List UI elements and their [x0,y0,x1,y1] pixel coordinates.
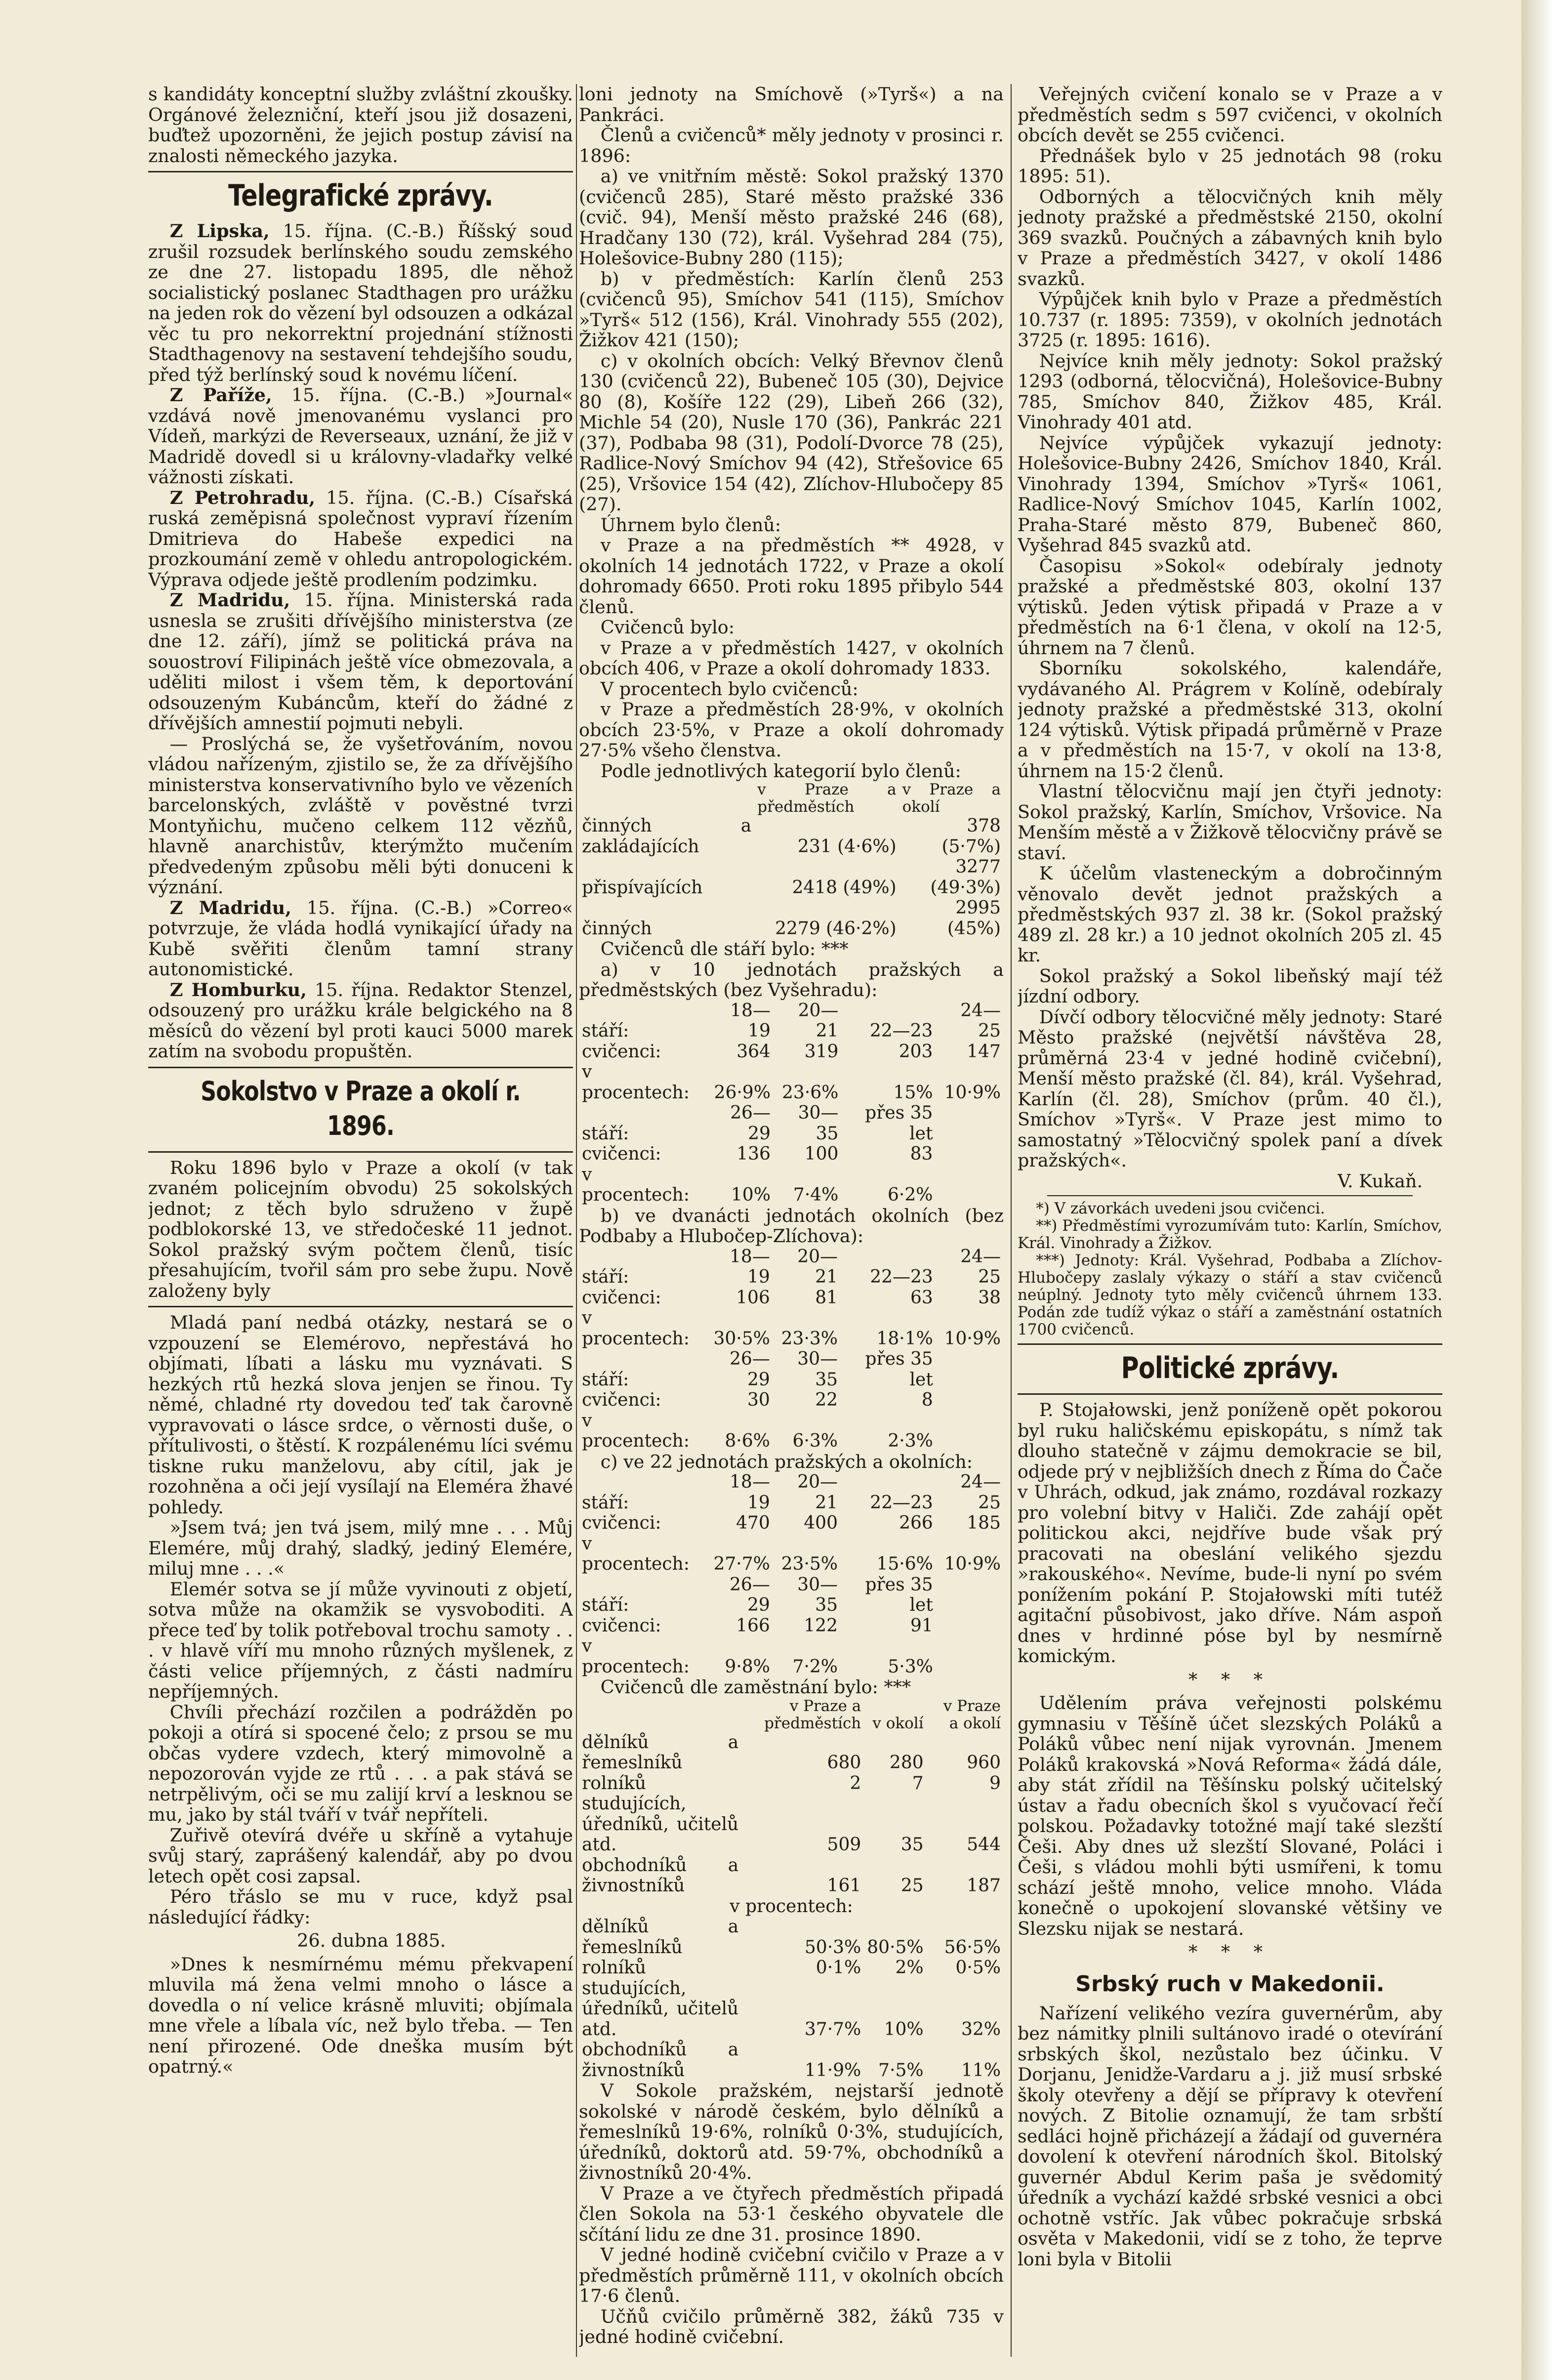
column-rule [576,84,577,2357]
story-paragraph: Chvíli přechází rozčilen a podrážděn po pokoji a otírá si spocené čelo; z prsou se mu občas vydere vzdech, který mimovolně a nepozorován vyjde ze rtů . . . a pak stává se netrpělivým, oči se mu zalijí krví a lesknou se mu, jako by stál tváří v tvář nepříteli. [148,1701,573,1825]
table-cell: 30—35 [798,1103,839,1144]
asterism: * * * [1188,1669,1271,1690]
table-cell: 0·1% [816,1958,861,1978]
table-cell: 27·7% [713,1554,770,1574]
table-cell: 81 [815,1287,838,1308]
table-cell: 18·1% [876,1328,933,1349]
table-row [579,1575,1004,1616]
paragraph: Časopisu »Sokol« odebíraly jednoty pražské a předměstské 803, okolní 137 výtisků. Jeden výtisk připadá v Praze a v předměstích na 6·1 člena, v okolí na 12·5, úhrnem na 7 členů. [1018,555,1442,659]
table-cell: 63 [910,1287,933,1308]
feuilleton-divider [148,1306,573,1307]
item-text: — Proslýchá se, že vyšetřováním, novou vládou nařízeným, zjistilo se, že za dřívějšího ministerstva konservativního bylo ve vězeních barcelonských, zvláště v pověstné tvrzi Montyňichu, mučeno celkem 112 vězňů, hlavně anarchistův, kterýmžto mučením předvedeným způsobu měli býti donuceni k význání. [148,733,573,898]
paragraph: v Praze a na předměstích ** 4928, v okolních 14 jednotách 1722, v Praze a okolí dohromady 6650. Proti roku 1895 přibylo 544 členů. [579,535,1004,618]
table-cell: přes 35 let [865,1103,933,1144]
page-edge-shadow [1521,0,1553,2380]
table-cell: 319 [804,1041,839,1062]
paragraph: V Sokole pražském, nejstarší jednotě sokolské v národě českém, bylo dělníků a řemeslníků 19·6%, rolníků 0·3%, studujících, úředníků, doktorů atd. 59·7%, obchodníků a živnostníků 20·4%. [579,2080,1004,2183]
table-row [579,1103,1004,1144]
table-cell: 23·3% [781,1328,838,1349]
table-cell: 30—35 [797,1574,838,1615]
dateline: Z Madridu, [169,897,292,919]
story-paragraph: Mladá paní nedbá otázky, nestará se o vzpouzení se Elemérovo, nepřestává ho objímati, líbati a lásku mu vyznávati. S hezkých rtů hezká slova jenjen se řinou. Ty němé, chladné rty dovedou teď tak čarovně vypravovati o lásce srdce, o věrnosti duše, o přítulivosti, o štěstí. K rozpálenému líci svému tiskne ruku manželovu, aby cítil, jak je rozohněna a oči její vysílají na Eleméra žhavé pohledy. [148,1312,573,1518]
paragraph: Sborníku sokolského, kalendáře, vydávaného Al. Prágrem v Kolíně, odebíraly jednoty pražské a předměstské 313, okolní 124 výtisků. Výtisk připadá průměrně v Praze a v předměstích na 15·7, v okolí na 13·8, úhrnem na 15·2 členů. [1018,658,1442,782]
row-label: dělníků a řemeslníků [582,1917,739,1958]
table-cell: 2 [850,1773,861,1794]
row-label: stáří: [582,1492,629,1513]
table-row [579,1144,1004,1165]
divider [148,1151,573,1153]
row-label: stáří: [582,1021,629,1041]
table-cell: 91 [910,1615,933,1636]
table-cell: 280 [889,1753,924,1773]
table-row [579,1042,1004,1062]
sokol-intro: Roku 1896 bylo v Praze a okolí (v tak zvaném policejním obvodu) 25 sokolských jednot; z těch bylo sdruženo v župě podblokorské 13, ve středočeské 11 jednot. Sokol pražský svým počtem členů, tisíc přesahujícím, tvořil sám pro sebe župu. Nově založeny byly [148,1157,573,1301]
row-label: cvičenci: [582,1287,661,1308]
table-cell: 106 [736,1287,770,1308]
paragraph: Sokol pražský a Sokol libeňský mají též jízdní odbory. [1018,965,1442,1007]
table-cell: 9 [989,1773,1001,1794]
row-label: v procentech: [730,1896,853,1917]
table-cell: 5·3% [888,1656,933,1677]
telegraph-item [148,221,573,385]
row-label: cvičenci: [582,1390,661,1410]
paragraph: Dívčí odbory tělocvičné měly jednoty: Staré Město pražské (největší návštěva 28, průměrná 23·4 v jedné hodině cvičební), Menší město pražské (čl. 84), král. Vyšehrad, Karlín (čl. 28), Smíchov (prům. 40 čl.), Smíchov »Tyrš«. V Praze jest mimo to samostatný »Tělocvičný spolek paní a dívek pražských«. [1018,1006,1442,1171]
politics-heading: Politické zprávy. [1121,1351,1339,1385]
table-header-cell: v Praze a předměstích [764,1697,861,1732]
table-cell: 10·9% [944,1554,1001,1574]
table-cell: 231 (4·6%) [797,836,897,857]
paragraph: Nejvíce výpůjček vykazují jednoty: Holešovice-Bubny 2426, Smíchov 1840, Král. Vinohrady 1394, Smíchov »Tyrš« 1061, Radlice-Nový Smíchov 1045, Karlín 1002, Praha-Staré město 879, Bubeneč 860, Vyšehrad 845 svazků atd. [1018,432,1442,556]
table-cell: 9·8% [725,1656,770,1677]
row-label: stáří: [582,1595,629,1615]
row-label: v procentech: [582,1533,690,1574]
table-cell: 15% [893,1082,933,1103]
row-label: obchodníků a živnostníků [582,2040,739,2081]
table-cell: 147 [967,1041,1001,1062]
dateline: Z Homburku, [169,979,307,1001]
intro-tail: s kandidáty konceptní služby zvláštní zkoušky. Orgánové železniční, kteří jsou již dosazeni, buďtež upozorněni, že jejich postup závisí na znalosti německého jazyka. [148,84,573,167]
table-row [579,1978,1004,2040]
divider [1047,1195,1413,1196]
table-cell: 378 (5·7%) [941,816,1001,857]
table-cell: 22 [815,1390,838,1410]
table-cell: 10·9% [944,1328,1001,1349]
age-table-c [579,1472,1004,1677]
row-label: v procentech: [582,1410,690,1451]
table-cell: 8·6% [725,1431,770,1451]
telegraph-item [148,385,573,488]
column-right [1018,84,1442,2362]
table-row [579,1773,1004,1794]
table-cell: 364 [736,1041,771,1062]
row-label: stáří: [582,1369,629,1390]
row-label: rolníků [582,1958,647,1978]
table-cell: 38 [978,1287,1001,1308]
row-label: rolníků [582,1773,647,1794]
table-row [579,1001,1004,1042]
telegraph-items [148,221,573,1062]
divider [1018,1343,1442,1345]
sokol-heading: Sokolstvo v Praze a okolí r. 1896. [201,1075,521,1141]
table-cell: 20—21 [798,1000,839,1041]
paragraph: Cvičenců dle stáří bylo: *** [600,938,849,960]
telegraph-item [148,898,573,980]
row-label: činných a zakládajících [582,816,752,857]
paragraph: b) v předměstích: Karlín členů 253 (cvičenců 95), Smíchov 541 (115), Smíchov »Tyrš« 512 (156), Král. Vinohrady 555 (202), Žižkov 421 (150); [579,268,1004,351]
paragraph: loni jednoty na Smíchově (»Tyrš«) a na Pankráci. [579,84,1004,125]
telegraph-item [148,734,573,898]
table-row [579,1062,1004,1103]
table-row [579,1472,1004,1513]
table-cell: 23·5% [781,1554,838,1574]
paragraph: Cvičenců bylo: [600,617,735,638]
paragraph: b) ve dvanácti jednotách okolních (bez Podbaby a Hlubočep-Zlíchova): [579,1205,1004,1247]
paragraph: V Praze a ve čtyřech předměstích připadá člen Sokola na 53·1 českého obyvatele dle sčítání lidu ze dne 31. prosince 1890. [579,2182,1004,2245]
table-cell: 10% [731,1185,771,1205]
table-cell [936,1144,1004,1165]
table-cell: 10·9% [944,1082,1001,1103]
serbia-heading: Srbský ruch v Makedonii. [1075,1971,1385,1997]
table-header-row [579,781,1004,816]
table-cell: 24—25 [960,1246,1001,1287]
table-header-row [579,1698,1004,1732]
table-cell: 11·9% [804,2060,861,2081]
item-text: 15. října. (C.-B.) »Correo« potvrzuje, že vláda hodlá vynikající úřady na Kubě svěřiti členům tamní strany autonomistické. [148,897,573,980]
table-row [579,1308,1004,1349]
paragraph: V procentech bylo cvičenců: [600,678,858,700]
paragraph: Přednášek bylo v 25 jednotách 98 (roku 1895: 51). [1018,145,1442,187]
paragraph: Nejvíce knih měly jednoty: Sokol pražský 1293 (odborná, tělocvičná), Holešovice-Bubny 785, Smíchov 840, Žižkov 485, Král. Vinohrady 401 atd. [1018,350,1442,433]
dateline: Z Lipska, [169,220,270,242]
row-label: stáří: [582,1267,629,1287]
table-cell: 7·2% [792,1656,838,1677]
table-cell: 203 [899,1041,933,1062]
table-cell: 35 [900,1835,924,1855]
table-cell: 30·5% [713,1328,770,1349]
table-row [579,816,1004,857]
table-cell: 26—29 [730,1103,771,1144]
table-cell: 30—35 [797,1349,838,1390]
row-label: studujících, úředníků, učitelů atd. [582,1794,739,1855]
table-row [579,1288,1004,1308]
table-cell: 26—29 [730,1349,770,1390]
table-cell: 18—19 [730,1000,771,1041]
paragraph: Udělením práva veřejnosti polskému gymnasiu v Těšíně účet slezských Poláků a Poláků vůbec není nijak vyrovnán. Jmenem Poláků krakovská »Nová Reforma« žádá dále, aby stát zřídil na Těšínsku polský učitelský ústav a řadu obecních škol s vyučovací řečí polskou. Požadavky totožné mají také slezští Češi. Aby dnes už slezští Slované, Poláci i Češi, s vládou mohli býti usmířeni, k tomu schází ještě mnoho, velice mnoho. Vláda konečně o upokojení slovanské většiny ve Slezsku nijak se nestará. [1018,1692,1442,1939]
table-cell [579,1698,741,1732]
paragraph: c) ve 22 jednotách pražských a okolních: [600,1451,973,1472]
table-cell: 3277 (49·3%) [930,857,1001,898]
table-cell: 122 [804,1615,838,1636]
telegraph-item [148,980,573,1062]
column-left [148,84,573,2362]
table-cell: přes 35 let [865,1349,933,1390]
dateline: Z Petrohradu, [169,487,316,508]
story-paragraph: »Dnes k nesmírnému mému překvapení mluvila má žena velmi mnoho o lásce a dovedla o ní velice krásně mluviti; objímala mne vřele a líbala víc, než bylo třeba. — Ten není přirozené. Ode dneška musím být opatrný.« [148,1953,573,2077]
column-rule [1011,84,1012,2357]
table-cell: 24—25 [960,1000,1001,1041]
table-row [579,1165,1004,1206]
telegraph-heading: Telegrafické zprávy. [228,178,493,213]
table-cell: 2418 (49%) [792,877,897,898]
table-cell: 7 [912,1773,924,1794]
table-cell [936,1103,1004,1144]
paragraph: K účelům vlasteneckým a dobročinným věnovalo devět jednot pražských a předměstských 937 zl. 38 kr. (Sokol pražský 489 zl. 28 kr.) a 10 jednot okolních 205 zl. 45 kr. [1018,863,1442,966]
item-text: 15. října. (C.-B.) »Journal« vzdává nově jmenovanému vyslanci pro Vídeň, markýzi de Reverseaux, uznání, že již v Madridě dovedl si u královny-vladařky velké vážnosti získati. [148,384,573,488]
column-middle [579,84,1004,2362]
paragraph: Veřejných cvičení konalo se v Praze a v předměstích sedm s 597 cvičenci, v okolních obcích devět se 255 cvičenci. [1018,84,1442,146]
row-label: studujících, úředníků, učitelů atd. [582,1978,739,2040]
table-cell: 100 [804,1144,839,1164]
table-cell: 15·6% [876,1554,933,1574]
dateline: Z Paříže, [169,384,272,406]
table-cell: 2·3% [888,1431,933,1451]
feuilleton [148,1312,573,2077]
paragraph: c) v okolních obcích: Velký Břevnov členů 130 (cvičenců 22), Bubeneč 105 (30), Dejvice 80 (8), Košíře 122 (29), Libeň 266 (32), Michle 54 (20), Nusle 170 (36), Pankrác 221 (37), Podbaba 98 (31), Podolí-Dvorce 78 (25), Radlice-Nový Smíchov 94 (42), Střešovice 65 (25), Vršovice 154 (42), Zlíchov-Hlubočepy 85 (27). [579,350,1004,515]
paragraph: v Praze a v předměstích 1427, v okolních obcích 406, v Praze a okolí dohromady 1833. [579,637,1004,679]
footnote: ***) Jednoty: Král. Vyšehrad, Podbaba a Zlíchov-Hlubočepy zaslaly výkazy o stáří a stav cvičenců neúplný. Jednoty tyto měly cvičenců úhrnem 133. Podán zde tudíž výkaz o stáří a zaměstnání ostatních 1700 cvičenců. [1018,1252,1442,1338]
table-cell: 56·5% [944,1937,1001,1958]
table-cell: 32% [961,2019,1001,2040]
table-cell: 30 [747,1390,770,1410]
row-label: cvičenci: [582,1615,661,1636]
table-cell [936,1165,1004,1206]
table-cell: přes 35 let [865,1574,933,1615]
table-cell [936,1575,1004,1616]
paragraph: Vlastní tělocvičnu mají jen čtyři jednoty: Sokol pražský, Karlín, Smíchov, Vršovice. Na Menším městě a v Žižkově tělocvičny právě se staví. [1018,781,1442,864]
paragraph: Cvičenců dle zaměstnání bylo: *** [600,1676,911,1698]
footnote: *) V závorkách uvedeni jsou cvičenci. [1036,1200,1325,1217]
story-date: 26. dubna 1885. [297,1930,446,1951]
table-cell: 22—23 [869,1021,933,1041]
story-paragraph: Péro třáslo se mu v ruce, když psal následující řádky: [148,1886,573,1928]
row-label: činných [582,918,652,939]
table-row [579,1636,1004,1677]
table-cell: 960 [967,1753,1001,1773]
item-text: 15. října. (C.-B.) Říšský soud zrušil rozsudek berlínského soudu zemského ze dne 27. listopadu 1895, dle něhož socialistický poslanec Stadthagen pro urážku na jeden rok do vězení byl odsouzen a odkázal věc tu pro nekorrektní projednání stížnosti Stadthagenovy na sestavení tehdejšího soudu, před týž berlínský soud k novému líčení. [148,220,573,385]
table-cell: 18—19 [730,1246,770,1287]
paragraph: Úhrnem bylo členů: [600,514,781,536]
paragraph: Členů a cvičenců* měly jednoty v prosinci r. 1896: [579,125,1004,167]
paragraph: V jedné hodině cvičební cvičilo v Praze a v předměstích průměrně 111, v okolních obcích 17·6 členů. [579,2244,1004,2306]
table-cell: 166 [736,1615,770,1636]
row-label: v procentech: [582,1308,690,1349]
table-cell [936,1390,1004,1411]
table-cell: 7·4% [793,1185,839,1205]
table-cell: 6·2% [888,1185,933,1205]
asterism: * * * [1188,1941,1271,1962]
item-text: 15. října. Redaktor Stenzel, odsouzený pro urážku krále belgického na 8 měsíců do vězení byl proti kauci 5000 marek zatím na svobodu propuštěn. [148,979,573,1062]
table-cell: 37·7% [804,2019,861,2040]
table-cell: 470 [736,1513,770,1533]
table-row [579,1247,1004,1288]
table-header-cell: v okolí [872,1714,924,1732]
divider [148,1067,573,1068]
table-cell: 24—25 [960,1472,1001,1513]
table-row [579,1349,1004,1390]
table-row [579,1917,1004,1958]
row-label: cvičenci: [582,1041,661,1062]
table-cell: 2279 (46·2%) [775,918,897,939]
table-cell: 83 [910,1144,933,1164]
table-cell: 185 [967,1513,1001,1533]
story-paragraph: »Jsem tvá; jen tvá jsem, milý mne . . . Můj Elemére, můj drahý, sladký, jediný Elemére, miluj mne . . .« [148,1517,573,1579]
table-cell: 20—21 [797,1246,838,1287]
table-header-cell: v Praze a okolí [943,1697,1001,1732]
table-row [579,1411,1004,1452]
table-cell [936,1411,1004,1452]
table-row [579,1390,1004,1411]
table-cell: 20—21 [797,1472,838,1513]
table-cell: 22—23 [870,1492,933,1513]
row-label: v procentech: [582,1062,690,1103]
paragraph: Odborných a tělocvičných knih měly jednoty pražské a předměstské 2150, okolní 369 svazků. Poučných a zábavných knih bylo v Praze a předměstích 3427, v okolí 1486 svazků. [1018,186,1442,290]
author-signature: V. Kukaň. [1337,1170,1423,1192]
table-cell: 10% [884,2019,924,2040]
table-header-cell: v Praze a předměstích [757,781,897,816]
table-cell: 0·5% [955,1958,1001,1978]
age-table-b [579,1247,1004,1452]
table-cell: 22—23 [870,1267,933,1287]
table-row [579,1534,1004,1575]
row-label: přispívajících [582,877,703,898]
table-cell: 266 [899,1513,933,1533]
paragraph: a) v 10 jednotách pražských a předměstských (bez Vyšehradu): [579,959,1004,1001]
table-cell: 6·3% [792,1431,838,1451]
table-cell: 187 [967,1876,1001,1896]
age-table-a [579,1001,1004,1206]
telegraph-item [148,488,573,590]
table-cell: 2% [895,1958,924,1978]
row-label: v procentech: [582,1164,690,1205]
table-cell: 26—29 [730,1574,770,1615]
table-row [579,898,1004,939]
table-row [579,1855,1004,1896]
table-cell: 7·5% [878,2060,924,2081]
table-cell: 544 [967,1835,1001,1855]
row-label: stáří: [582,1123,629,1144]
table-cell: 25 [900,1876,924,1896]
table-cell: 23·6% [782,1082,839,1103]
footnote: **) Předměstími vyrozumívám tuto: Karlín, Smíchov, Král. Vinohrady a Žižkov. [1018,1217,1442,1252]
category-table [579,781,1004,939]
divider [1018,1393,1442,1395]
telegraph-item [148,590,573,734]
row-label: cvičenci: [582,1144,661,1164]
paragraph: Výpůjček knih bylo v Praze a předměstích 10.737 (r. 1895: 7359), v okolních jednotách 3725 (r. 1895: 1616). [1018,289,1442,351]
table-cell: 8 [921,1390,933,1410]
story-paragraph: Zuřivě otevírá dvéře u skříně a vytahuje svůj starý, zaprášený kalendář, aby po dvou letech opět cosi zapsal. [148,1824,573,1887]
table-row [579,1896,1004,1917]
table-cell: 161 [827,1876,861,1896]
table-cell: 26·9% [714,1082,771,1103]
row-label: cvičenci: [582,1513,661,1533]
table-cell [936,1616,1004,1636]
table-cell [579,781,754,816]
paragraph: Nařízení velikého vezíra guvernérům, aby bez námitky plnili sultánovo iradé o otevírání srbských škol, nezůstalo bez účinku. V Dorjanu, Jenidže-Vardaru a j. již musí srbské školy otevřeny a dějí se přípravy k otevření nových. Z Bitolie oznamují, že tam srbští sedláci hojně přicházejí a žádají od guvernéra dovolení k otevření národních škol. Bitolský guvernér Abdul Kerim paša je svědomitý úředník a vychází každé srbské vesnici a obci ochotně vstříc. Jak vůbec pokračuje srbská osvěta v Makedonii, vidí se z toho, že teprve loni byla v Bitolii [1018,2002,1442,2270]
table-cell: 50·3% [804,1937,861,1958]
table-cell [936,1636,1004,1677]
table-cell: 400 [804,1513,838,1533]
paragraph: v Praze a předměstích 28·9%, v okolních obcích 23·5%, v Praze a okolí dohromady 27·5% všeho členstva. [579,699,1004,761]
row-label: obchodníků a živnostníků [582,1855,739,1896]
paragraph: Učňů cvičilo průměrně 382, žáků 735 v jedné hodině cvičební. [579,2305,1004,2347]
table-cell: 509 [827,1835,861,1855]
item-text: 15. října. Ministerská rada usnesla se zrušiti dřívějšího ministerstva (ze dne 12. září), jímž se politická práva na souostroví Filipinách ještě více obmezovala, a uděliti milost i všem těm, k deportování odsouzeným Kubáncům, kteří do žádné z dřívějších amnestií pojmuti nebyli. [148,589,573,734]
row-label: dělníků a řemeslníků [582,1732,739,1773]
table-row [579,1616,1004,1636]
table-row [579,2040,1004,2081]
table-cell: 11% [961,2060,1001,2081]
table-cell: 80·5% [867,1937,924,1958]
table-header-cell: v Praze a okolí [902,781,1001,816]
story-paragraph: Elemér sotva se jí může vyvinouti z objetí, sotva může na okamžik se vysvoboditi. A přece teď by tolik potřeboval trochu samoty . . . v hlavě víří mu mnoho různých myšlenek, z části velice příjemných, z části nadmíru nepříjemných. [148,1578,573,1702]
table-row [579,1958,1004,1978]
table-row [579,1732,1004,1773]
table-row [579,1513,1004,1534]
table-cell: 680 [827,1753,861,1773]
row-label: v procentech: [582,1636,690,1677]
table-cell [936,1349,1004,1390]
occupation-table [579,1698,1004,2081]
table-row [579,1794,1004,1855]
table-row [579,857,1004,898]
table-cell: 18—19 [730,1472,770,1513]
paragraph: Podle jednotlivých kategorií bylo členů: [600,760,961,782]
paragraph: P. Stojałowski, jenž poníženě opět pokorou byl ruku haličskému episkopátu, s nímž tak dlouho statečně v zájmu demokracie se bil, odjede prý v nejbližších dnech z Říma do Čače v Uhrách, odkud, jak známo, rozdával rozkazy pro volební bitvy v Haliči. Zde zahájí opět politickou akci, nejdříve bude však prý pracovati na obeslání velikého sjezdu »rakouského«. Nevíme, bude-li nyní po svém ponížením pokání P. Stojałowski míti tutéž agitační působivost, jako dříve. Nám aspoň dnes v hrdinné póse byl by nesmírně komickým. [1018,1399,1442,1667]
table-cell: 2995 (45%) [947,898,1001,939]
paragraph: a) ve vnitřním městě: Sokol pražský 1370 (cvičenců 285), Staré město pražské 336 (cvič. 94), Menší město pražské 246 (68), Hradčany 130 (72), král. Vyšehrad 284 (75), Holešovice-Bubny 280 (115); [579,166,1004,269]
dateline: Z Madridu, [169,589,290,611]
item-text: 15. října. (C.-B.) Císařská ruská zeměpisná společnost vypraví řízením Dmitrieva do Habeše expedici na prozkoumání země v ohledu antropologickém. Výprava odjede ještě prodlením podzimku. [148,487,573,590]
divider [148,171,573,172]
table-cell: 136 [736,1144,771,1164]
